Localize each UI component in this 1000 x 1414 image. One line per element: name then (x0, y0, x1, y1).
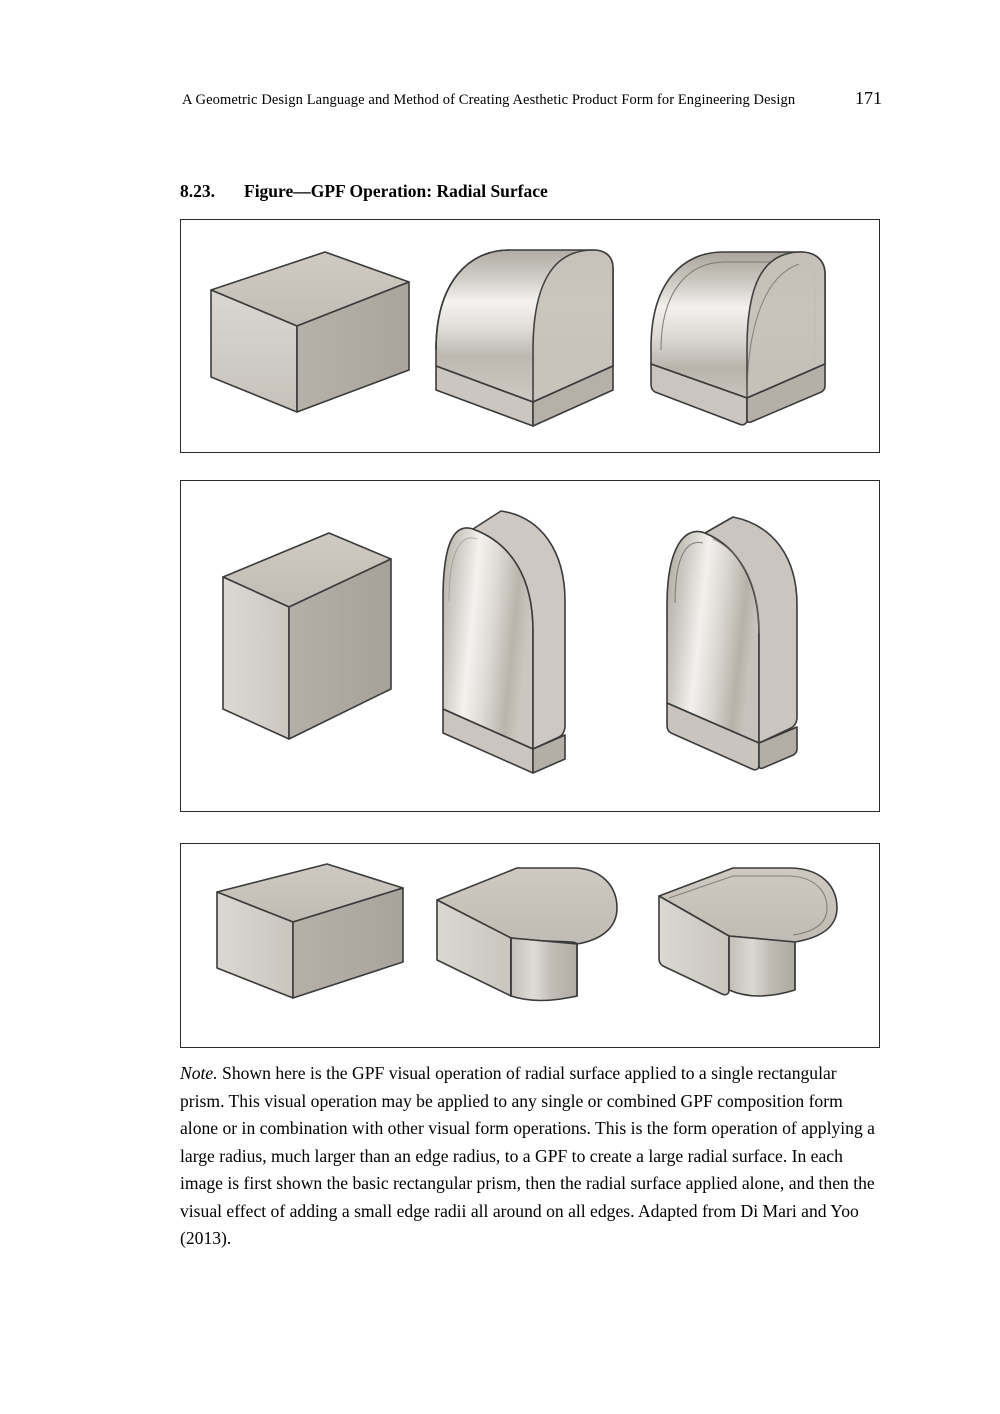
figure-panel-2 (180, 480, 880, 812)
shape-prism-3 (217, 864, 403, 998)
shape-radial-1 (436, 250, 613, 426)
section-heading (180, 181, 548, 202)
section-number: 8.23. (180, 181, 215, 201)
figure-row-2-graphic (181, 481, 879, 811)
shape-radial-edges-3 (659, 868, 837, 996)
figure-panel-1 (180, 219, 880, 453)
figure-note (180, 1060, 880, 1253)
note-lead: Note. (180, 1063, 218, 1083)
figure-row-3-graphic (181, 844, 879, 1047)
section-title: Figure—GPF Operation: Radial Surface (244, 181, 548, 201)
figure-panel-3 (180, 843, 880, 1048)
shape-prism-1 (211, 252, 409, 412)
shape-prism-2 (223, 533, 391, 739)
page-number: 171 (855, 88, 882, 108)
shape-radial-edges-1 (651, 252, 825, 425)
shape-radial-3 (437, 868, 617, 1001)
running-head: A Geometric Design Language and Method of Creating Aesthetic Product Form for Engineering Design (182, 92, 796, 108)
shape-radial-2 (443, 511, 565, 773)
note-body: Shown here is the GPF visual operation of radial surface applied to a single rectangular prism. This visual operation may be applied to any single or combined GPF composition form alone or in combination with other visual form operations. This is the form operation of applying a large radius, much larger than an edge radius, to a GPF to create a large radial surface. In each image is first shown the basic rectangular prism, then the radial surface applied alone, and then the visual effect of adding a small edge radii all around on all edges. Adapted from Di Mari and Yoo (2013). (180, 1063, 875, 1248)
shape-radial-edges-2 (667, 517, 797, 770)
figure-row-1-graphic (181, 220, 879, 452)
